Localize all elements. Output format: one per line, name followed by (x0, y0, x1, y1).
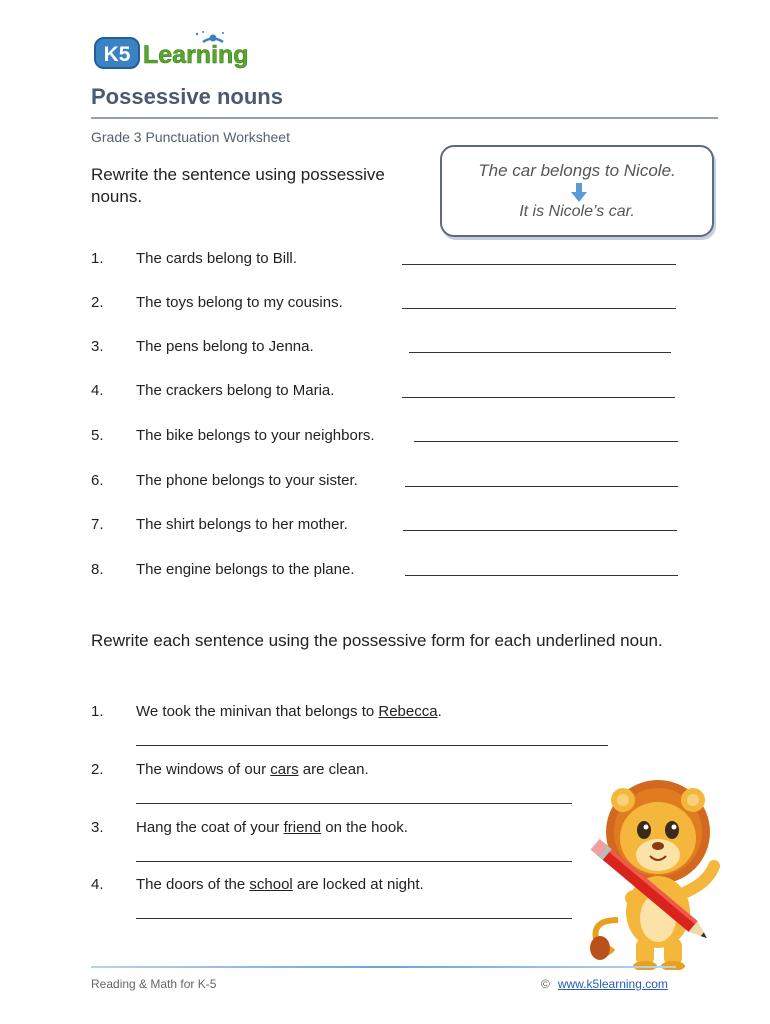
footer-divider (91, 966, 676, 968)
svg-text:Learning: Learning (143, 41, 249, 69)
page-title: Possessive nouns (91, 84, 283, 109)
section2-instruction: Rewrite each sentence using the possessive form for each underlined noun. (91, 631, 663, 650)
lion-mascot-icon (578, 770, 728, 970)
example-answer: It is Nicole’s car. (519, 203, 635, 220)
underlined-noun: Rebecca (378, 703, 438, 720)
question-number: 4. (91, 382, 104, 399)
question-text: The cards belong to Bill. (136, 250, 297, 267)
question-text: Hang the coat of your friend on the hook. (136, 819, 408, 836)
question-text: The toys belong to my cousins. (136, 294, 343, 311)
question-text: The crackers belong to Maria. (136, 382, 335, 399)
answer-line[interactable] (402, 264, 676, 265)
question-text: The engine belongs to the plane. (136, 561, 355, 578)
copyright-symbol: © (541, 977, 550, 991)
question-number: 7. (91, 516, 104, 533)
answer-line[interactable] (136, 803, 572, 804)
svg-text:K5: K5 (103, 43, 131, 66)
website-link[interactable]: www.k5learning.com (557, 977, 668, 991)
question-number: 5. (91, 427, 104, 444)
worksheet-subtitle: Grade 3 Punctuation Worksheet (91, 129, 290, 145)
footer-tagline: Reading & Math for K-5 (91, 977, 217, 991)
question-text: The phone belongs to your sister. (136, 472, 358, 489)
question-number: 1. (91, 703, 104, 720)
footer-copyright (541, 977, 668, 991)
example-box (440, 145, 714, 237)
title-divider (91, 117, 718, 119)
question-number: 1. (91, 250, 104, 267)
question-text: The windows of our cars are clean. (136, 761, 369, 778)
answer-line[interactable] (414, 441, 678, 442)
question-number: 4. (91, 876, 104, 893)
answer-line[interactable] (402, 308, 676, 309)
question-text: We took the minivan that belongs to Rebecca. (136, 703, 442, 720)
answer-line[interactable] (405, 486, 678, 487)
underlined-noun: school (249, 876, 293, 893)
question-text: The pens belong to Jenna. (136, 338, 314, 355)
question-number: 8. (91, 561, 104, 578)
answer-line[interactable] (405, 575, 678, 576)
question-text: The shirt belongs to her mother. (136, 516, 348, 533)
question-number: 6. (91, 472, 104, 489)
answer-line[interactable] (402, 397, 675, 398)
k5-learning-logo (93, 30, 258, 74)
answer-line[interactable] (409, 352, 671, 353)
question-number: 3. (91, 819, 104, 836)
answer-line[interactable] (136, 918, 572, 919)
underlined-noun: cars (270, 761, 299, 778)
question-text: The bike belongs to your neighbors. (136, 427, 375, 444)
question-number: 2. (91, 294, 104, 311)
question-number: 2. (91, 761, 104, 778)
answer-line[interactable] (136, 745, 608, 746)
arrow-down-icon (571, 183, 587, 203)
answer-line[interactable] (403, 530, 677, 531)
underlined-noun: friend (283, 819, 322, 836)
example-sentence: The car belongs to Nicole. (478, 161, 676, 180)
section1-instruction: Rewrite the sentence using possessive nouns. (91, 165, 385, 206)
answer-line[interactable] (136, 861, 572, 862)
question-text: The doors of the school are locked at night. (136, 876, 424, 893)
question-number: 3. (91, 338, 104, 355)
